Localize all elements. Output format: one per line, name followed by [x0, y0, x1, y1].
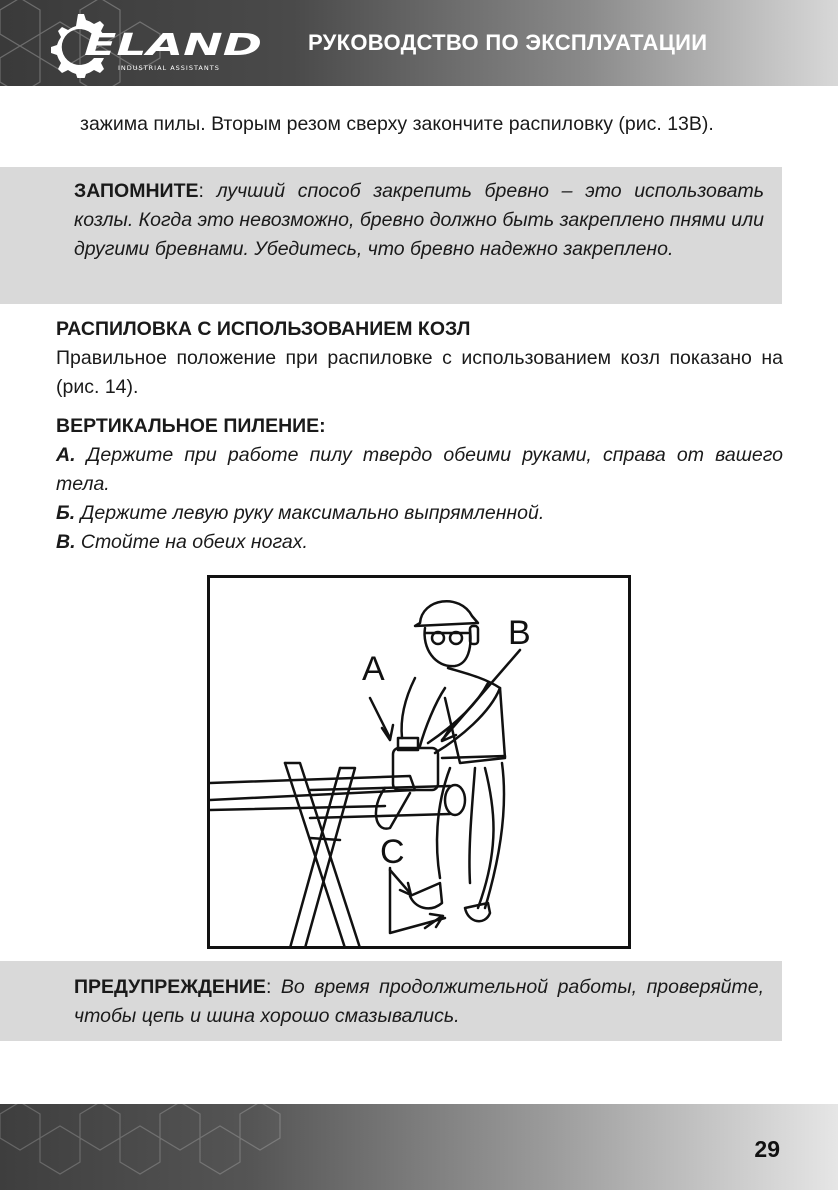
- illustration-drawing: [210, 578, 628, 946]
- list-text: Держите левую руку максимально выпрямленной.: [80, 502, 545, 524]
- eland-logo: [44, 8, 274, 78]
- warning-note: [0, 961, 782, 1041]
- instruction-list: [56, 441, 783, 557]
- figure-label-c: C: [380, 833, 405, 871]
- intro-paragraph: зажима пилы. Вторым резом сверху закончите распиловку (рис. 13В).: [80, 113, 714, 135]
- list-text: Стойте на обеих ногах.: [80, 531, 308, 553]
- section-heading-sawhorse: РАСПИЛОВКА С ИСПОЛЬЗОВАНИЕМ КОЗЛ: [56, 318, 471, 340]
- warning-text: Во время продолжительной работы, проверяйте, чтобы цепь и шина хорошо смазывались.: [74, 976, 764, 1027]
- figure-label-a: A: [362, 650, 385, 688]
- list-marker: Б.: [56, 502, 76, 524]
- list-marker: А.: [56, 444, 76, 466]
- sawing-illustration: [207, 575, 631, 949]
- list-marker: В.: [56, 531, 76, 553]
- remember-note: [0, 167, 782, 304]
- note-text: лучший способ закрепить бревно – это использовать козлы. Когда это невозможно, бревно должно быть закреплено пнями или другими бревнами. Убедитесь, что бревно надежно закреплено.: [74, 180, 764, 260]
- page-number: 29: [754, 1136, 780, 1162]
- warning-separator: :: [265, 976, 272, 998]
- list-text: Держите при работе пилу твердо обеими руками, справа от вашего тела.: [56, 444, 783, 495]
- brand-tagline: INDUSTRIAL ASSISTANTS: [118, 64, 220, 72]
- note-label: ЗАПОМНИТЕ: [74, 180, 199, 202]
- list-item: [56, 499, 783, 528]
- section-heading-vertical: ВЕРТИКАЛЬНОЕ ПИЛЕНИЕ:: [56, 415, 326, 437]
- header-title: РУКОВОДСТВО ПО ЭКСПЛУАТАЦИИ: [308, 30, 708, 55]
- sawhorse-paragraph: Правильное положение при распиловке с использованием козл показано на (рис. 14).: [56, 347, 783, 398]
- figure-label-b: B: [508, 614, 531, 652]
- list-item: [56, 441, 783, 499]
- brand-name: ELAND: [84, 28, 262, 63]
- page-header: [0, 0, 838, 86]
- page-footer: [0, 1104, 838, 1190]
- warning-label: ПРЕДУПРЕЖДЕНИЕ: [74, 976, 266, 998]
- list-item: [56, 528, 783, 557]
- note-separator: :: [198, 180, 204, 202]
- hexagon-pattern: [0, 1104, 838, 1190]
